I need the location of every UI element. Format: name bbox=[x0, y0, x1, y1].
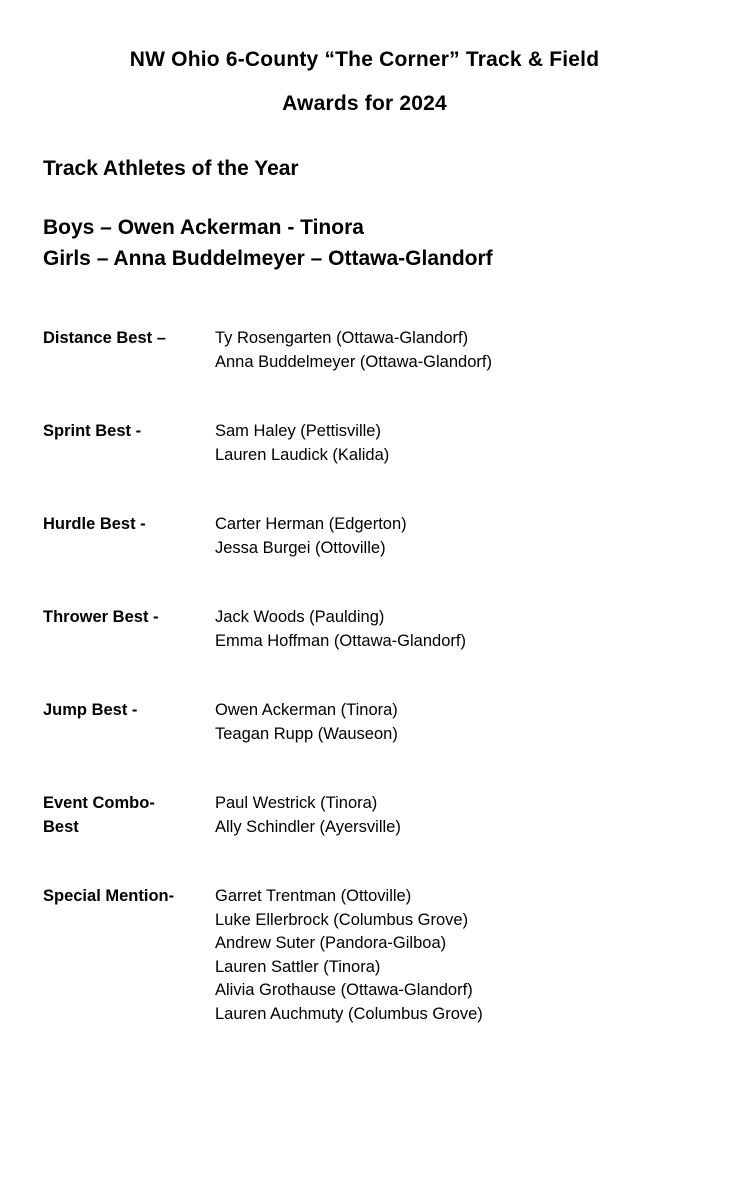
award-name: Owen Ackerman (Tinora) bbox=[215, 701, 398, 719]
award-name: Carter Herman (Edgerton) bbox=[215, 515, 407, 533]
award-names bbox=[215, 513, 407, 560]
award-name: Alivia Grothause (Ottawa-Glandorf) bbox=[215, 981, 473, 999]
award-entry bbox=[43, 792, 703, 839]
award-label: Event Combo- Best bbox=[43, 794, 155, 836]
award-names bbox=[215, 420, 389, 467]
awards-list bbox=[43, 327, 703, 1072]
award-names bbox=[215, 792, 401, 839]
award-entry bbox=[43, 513, 703, 560]
document-title-line-2: Awards for 2024 bbox=[282, 92, 447, 115]
award-label: Special Mention- bbox=[43, 887, 175, 905]
award-entry bbox=[43, 699, 703, 746]
award-name: Jessa Burgei (Ottoville) bbox=[215, 538, 386, 557]
award-entry bbox=[43, 327, 703, 374]
award-names bbox=[215, 885, 483, 1026]
award-name: Anna Buddelmeyer (Ottawa-Glandorf) bbox=[215, 352, 492, 371]
award-label: Hurdle Best - bbox=[43, 515, 146, 533]
award-entry bbox=[43, 420, 703, 467]
award-name: Garret Trentman (Ottoville) bbox=[215, 887, 412, 905]
award-name: Ty Rosengarten (Ottawa-Glandorf) bbox=[215, 329, 469, 347]
award-name: Sam Haley (Pettisville) bbox=[215, 422, 381, 440]
award-label: Jump Best - bbox=[43, 701, 138, 719]
award-label: Sprint Best - bbox=[43, 422, 142, 440]
award-name: Paul Westrick (Tinora) bbox=[215, 794, 378, 812]
award-name: Lauren Laudick (Kalida) bbox=[215, 445, 390, 464]
award-name: Andrew Suter (Pandora-Gilboa) bbox=[215, 934, 447, 952]
boys-athlete-of-year: Boys – Owen Ackerman - Tinora bbox=[43, 216, 364, 239]
award-label: Distance Best – bbox=[43, 329, 166, 347]
athletes-of-year-heading: Track Athletes of the Year bbox=[43, 157, 299, 180]
award-entry bbox=[43, 606, 703, 653]
award-name: Teagan Rupp (Wauseon) bbox=[215, 724, 398, 743]
award-name: Ally Schindler (Ayersville) bbox=[215, 817, 401, 836]
award-name: Jack Woods (Paulding) bbox=[215, 608, 385, 626]
award-name: Emma Hoffman (Ottawa-Glandorf) bbox=[215, 631, 466, 650]
award-name: Luke Ellerbrock (Columbus Grove) bbox=[215, 910, 469, 929]
award-name: Lauren Auchmuty (Columbus Grove) bbox=[215, 1004, 483, 1023]
award-label: Thrower Best - bbox=[43, 608, 159, 626]
award-name: Lauren Sattler (Tinora) bbox=[215, 957, 381, 976]
award-entry bbox=[43, 885, 703, 1026]
girls-athlete-of-year: Girls – Anna Buddelmeyer – Ottawa-Glandorf bbox=[43, 247, 493, 270]
award-names bbox=[215, 699, 398, 746]
award-names bbox=[215, 606, 466, 653]
document-title-line-1: NW Ohio 6-County “The Corner” Track & Field bbox=[129, 48, 600, 71]
award-names bbox=[215, 327, 492, 374]
